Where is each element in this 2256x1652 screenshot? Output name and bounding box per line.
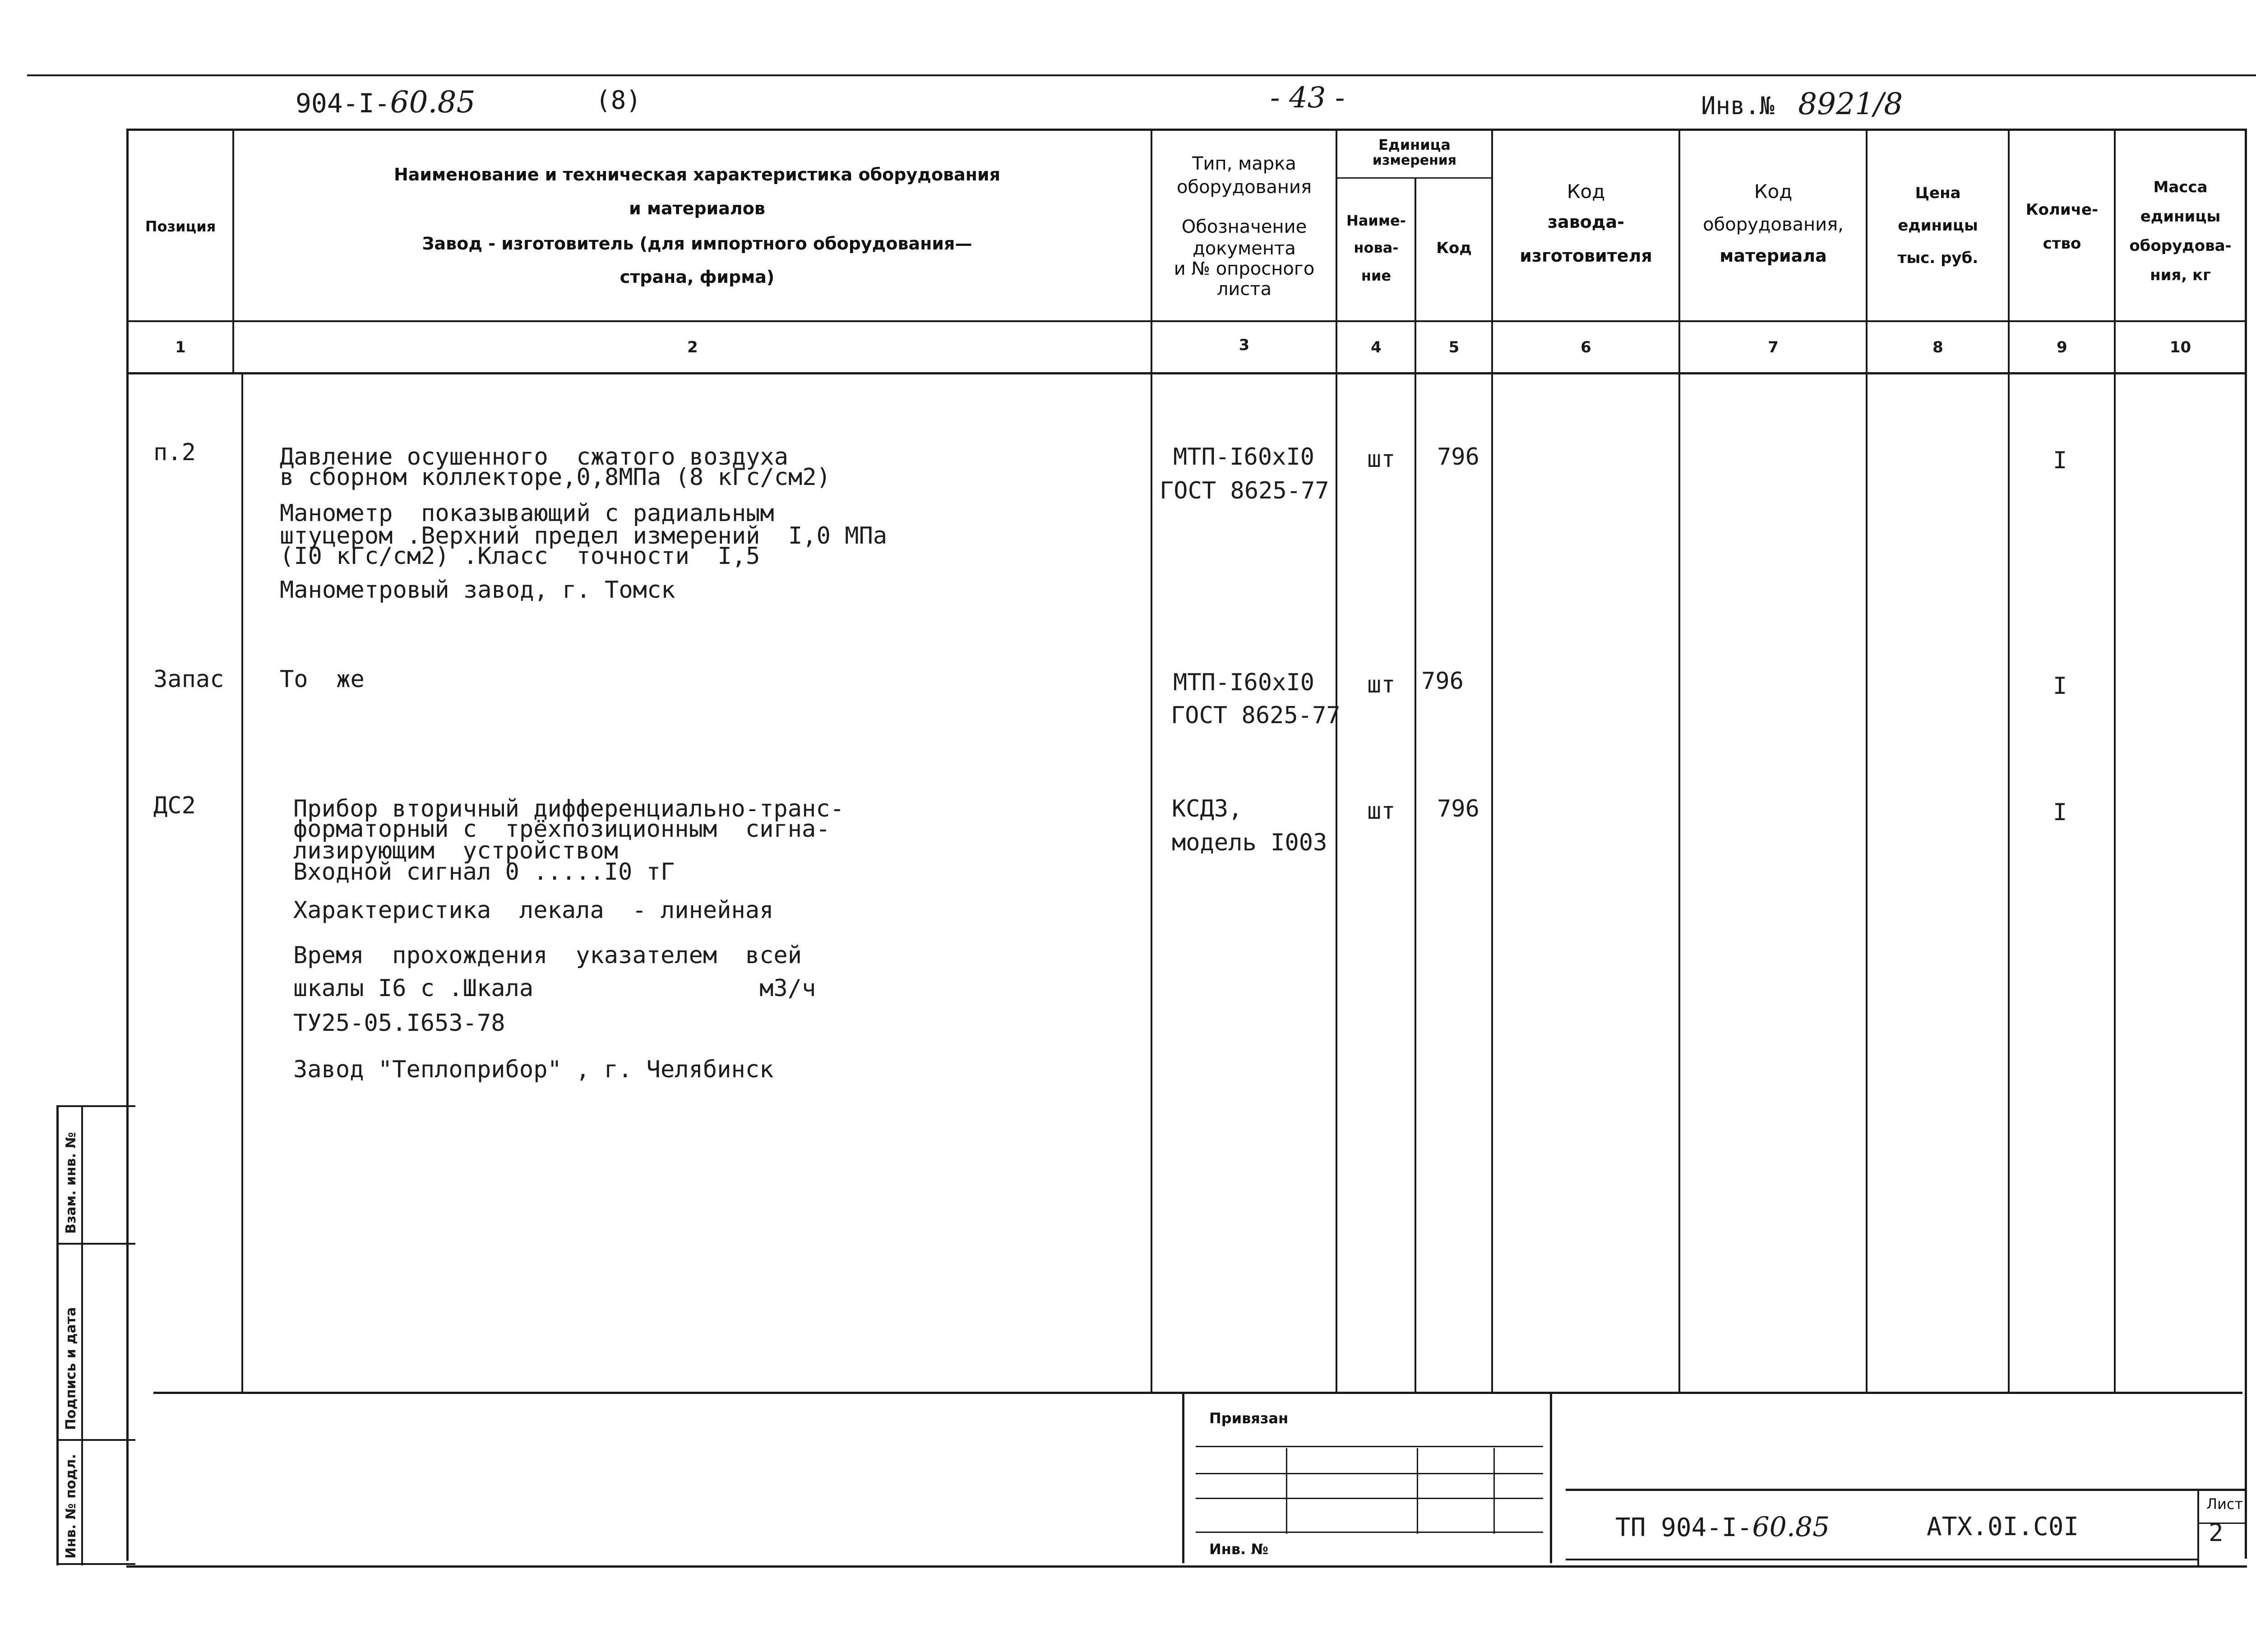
row-code: 796 — [1437, 443, 1479, 471]
doc-part: (8) — [596, 86, 642, 115]
row-type: МТП-I60хI0 — [1173, 669, 1315, 696]
table-bottom-line — [153, 1392, 2242, 1394]
inv-block: Инв.№ 8921/8 — [1701, 87, 1903, 121]
side-vzam-label: Взам. инв. № — [63, 1132, 79, 1234]
doc-code: АТХ.0I.С0I — [1927, 1512, 2079, 1541]
colnum-bottom-line — [126, 372, 2247, 374]
tp-number: ТП 904-I-60.85 — [1615, 1511, 1830, 1543]
top-border — [27, 74, 2256, 76]
row-code: 796 — [1437, 795, 1479, 822]
doc-number: 904-I-60.85 — [296, 85, 476, 120]
header-position: Позиция — [145, 218, 216, 235]
row-position: п.2 — [153, 439, 196, 466]
table-top-line — [126, 129, 2247, 131]
row-position: ДС2 — [153, 792, 196, 819]
sheet-label: Лист — [2206, 1495, 2243, 1513]
inv-no-label: Инв. № — [1209, 1541, 1268, 1558]
row-qty: I — [2053, 799, 2067, 826]
row-qty: I — [2053, 447, 2067, 474]
header-bottom-line — [126, 320, 2247, 322]
row-type: КСДЗ, — [1172, 795, 1243, 822]
row-unit: шт — [1367, 671, 1396, 698]
side-inv-podl-label: Инв. № подл. — [63, 1454, 79, 1559]
table-right-line — [2245, 129, 2247, 1559]
privyazan-label: Привязан — [1209, 1410, 1289, 1427]
bottom-border — [126, 1565, 2247, 1568]
row-position: Запас — [153, 666, 224, 693]
row-qty: I — [2053, 673, 2067, 700]
sheet-number: 2 — [2209, 1518, 2224, 1547]
row-unit: шт — [1367, 446, 1396, 473]
row-unit: шт — [1367, 798, 1396, 825]
row-type: МТП-I60хI0 — [1173, 443, 1315, 471]
side-podpis-label: Подпись и дата — [63, 1307, 79, 1430]
row-code: 796 — [1421, 668, 1464, 695]
page-number: - 43 - — [1270, 81, 1345, 115]
row-description: То же — [280, 666, 365, 693]
